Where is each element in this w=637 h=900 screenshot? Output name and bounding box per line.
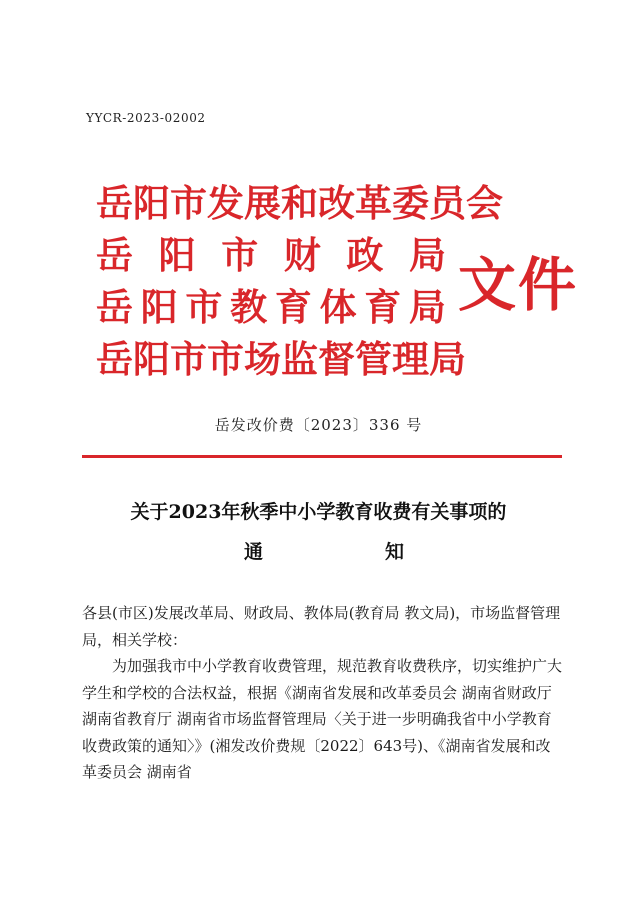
addressee: 各县(市区)发展改革局、财政局、教体局(教育局 教文局)，市场监督管理局，相关学校： [82,604,561,649]
issuer-char: 岳 [96,286,133,329]
title-char: 知 [384,541,404,563]
issuer-finance-bureau [96,230,446,282]
issuer-char: 督 [318,338,355,381]
issuer-char: 和 [281,182,318,225]
notice-title-suffix [244,537,404,564]
issuer-char: 会 [466,182,503,225]
issuer-char: 财 [283,234,321,277]
red-separator-line [82,455,562,458]
issuer-char: 革 [355,182,392,225]
body-paragraph: 为加强我市中小学教育收费管理，规范教育收费秩序，切实维护广大学生和学校的合法权益，根据《湖南省发展和改革委员会 湖南省财政厅 湖南省教育厅 湖南省市场监督管理局〈关于进一步明确我省中小学教育收费政策的通知〉》(湘发改价费规〔2022〕643号)、《湖南省发展和改革委员会 湖南省 [82,657,563,781]
issuer-char: 阳 [140,286,178,329]
issuer-char: 岳 [96,234,133,277]
issuer-char: 阳 [133,182,170,225]
issuer-char: 员 [429,182,466,225]
issuer-char: 场 [244,338,281,381]
issuing-authorities [96,178,503,386]
notice-title: 关于2023年秋季中小学教育收费有关事项的 [130,501,507,523]
issuer-char: 发 [207,182,244,225]
issuer-char: 改 [318,182,355,225]
issuer-char: 局 [408,286,446,329]
issuer-char: 委 [392,182,429,225]
issuer-market-supervision-bureau [96,334,466,386]
issuer-char: 岳 [96,338,133,381]
title-char: 通 [244,541,264,563]
document-word: 文件 [458,251,579,319]
issuer-char: 管 [355,338,392,381]
issuer-char: 理 [392,338,429,381]
issuer-char: 阳 [158,234,196,277]
issuer-development-reform [96,178,503,230]
issuer-char: 监 [281,338,318,381]
issuer-char: 阳 [133,338,170,381]
issuer-char: 政 [346,234,384,277]
issuer-char: 岳 [96,182,133,225]
issuer-char: 市 [221,234,259,277]
issuer-education-sports-bureau [96,282,446,334]
issuer-char: 体 [319,286,357,329]
notice-body [82,600,562,786]
issuer-char: 局 [408,234,446,277]
issuer-char: 局 [429,338,466,381]
document-code: YYCR-2023-02002 [86,111,206,125]
issuer-char: 市 [207,338,244,381]
issuer-char: 展 [244,182,281,225]
issuer-char: 市 [185,286,223,329]
issuer-char: 育 [274,286,312,329]
issuer-char: 教 [230,286,268,329]
document-number: 岳发改价费〔2023〕336 号 [214,416,423,434]
issuer-char: 市 [170,182,207,225]
issuer-char: 市 [170,338,207,381]
issuer-char: 育 [364,286,402,329]
